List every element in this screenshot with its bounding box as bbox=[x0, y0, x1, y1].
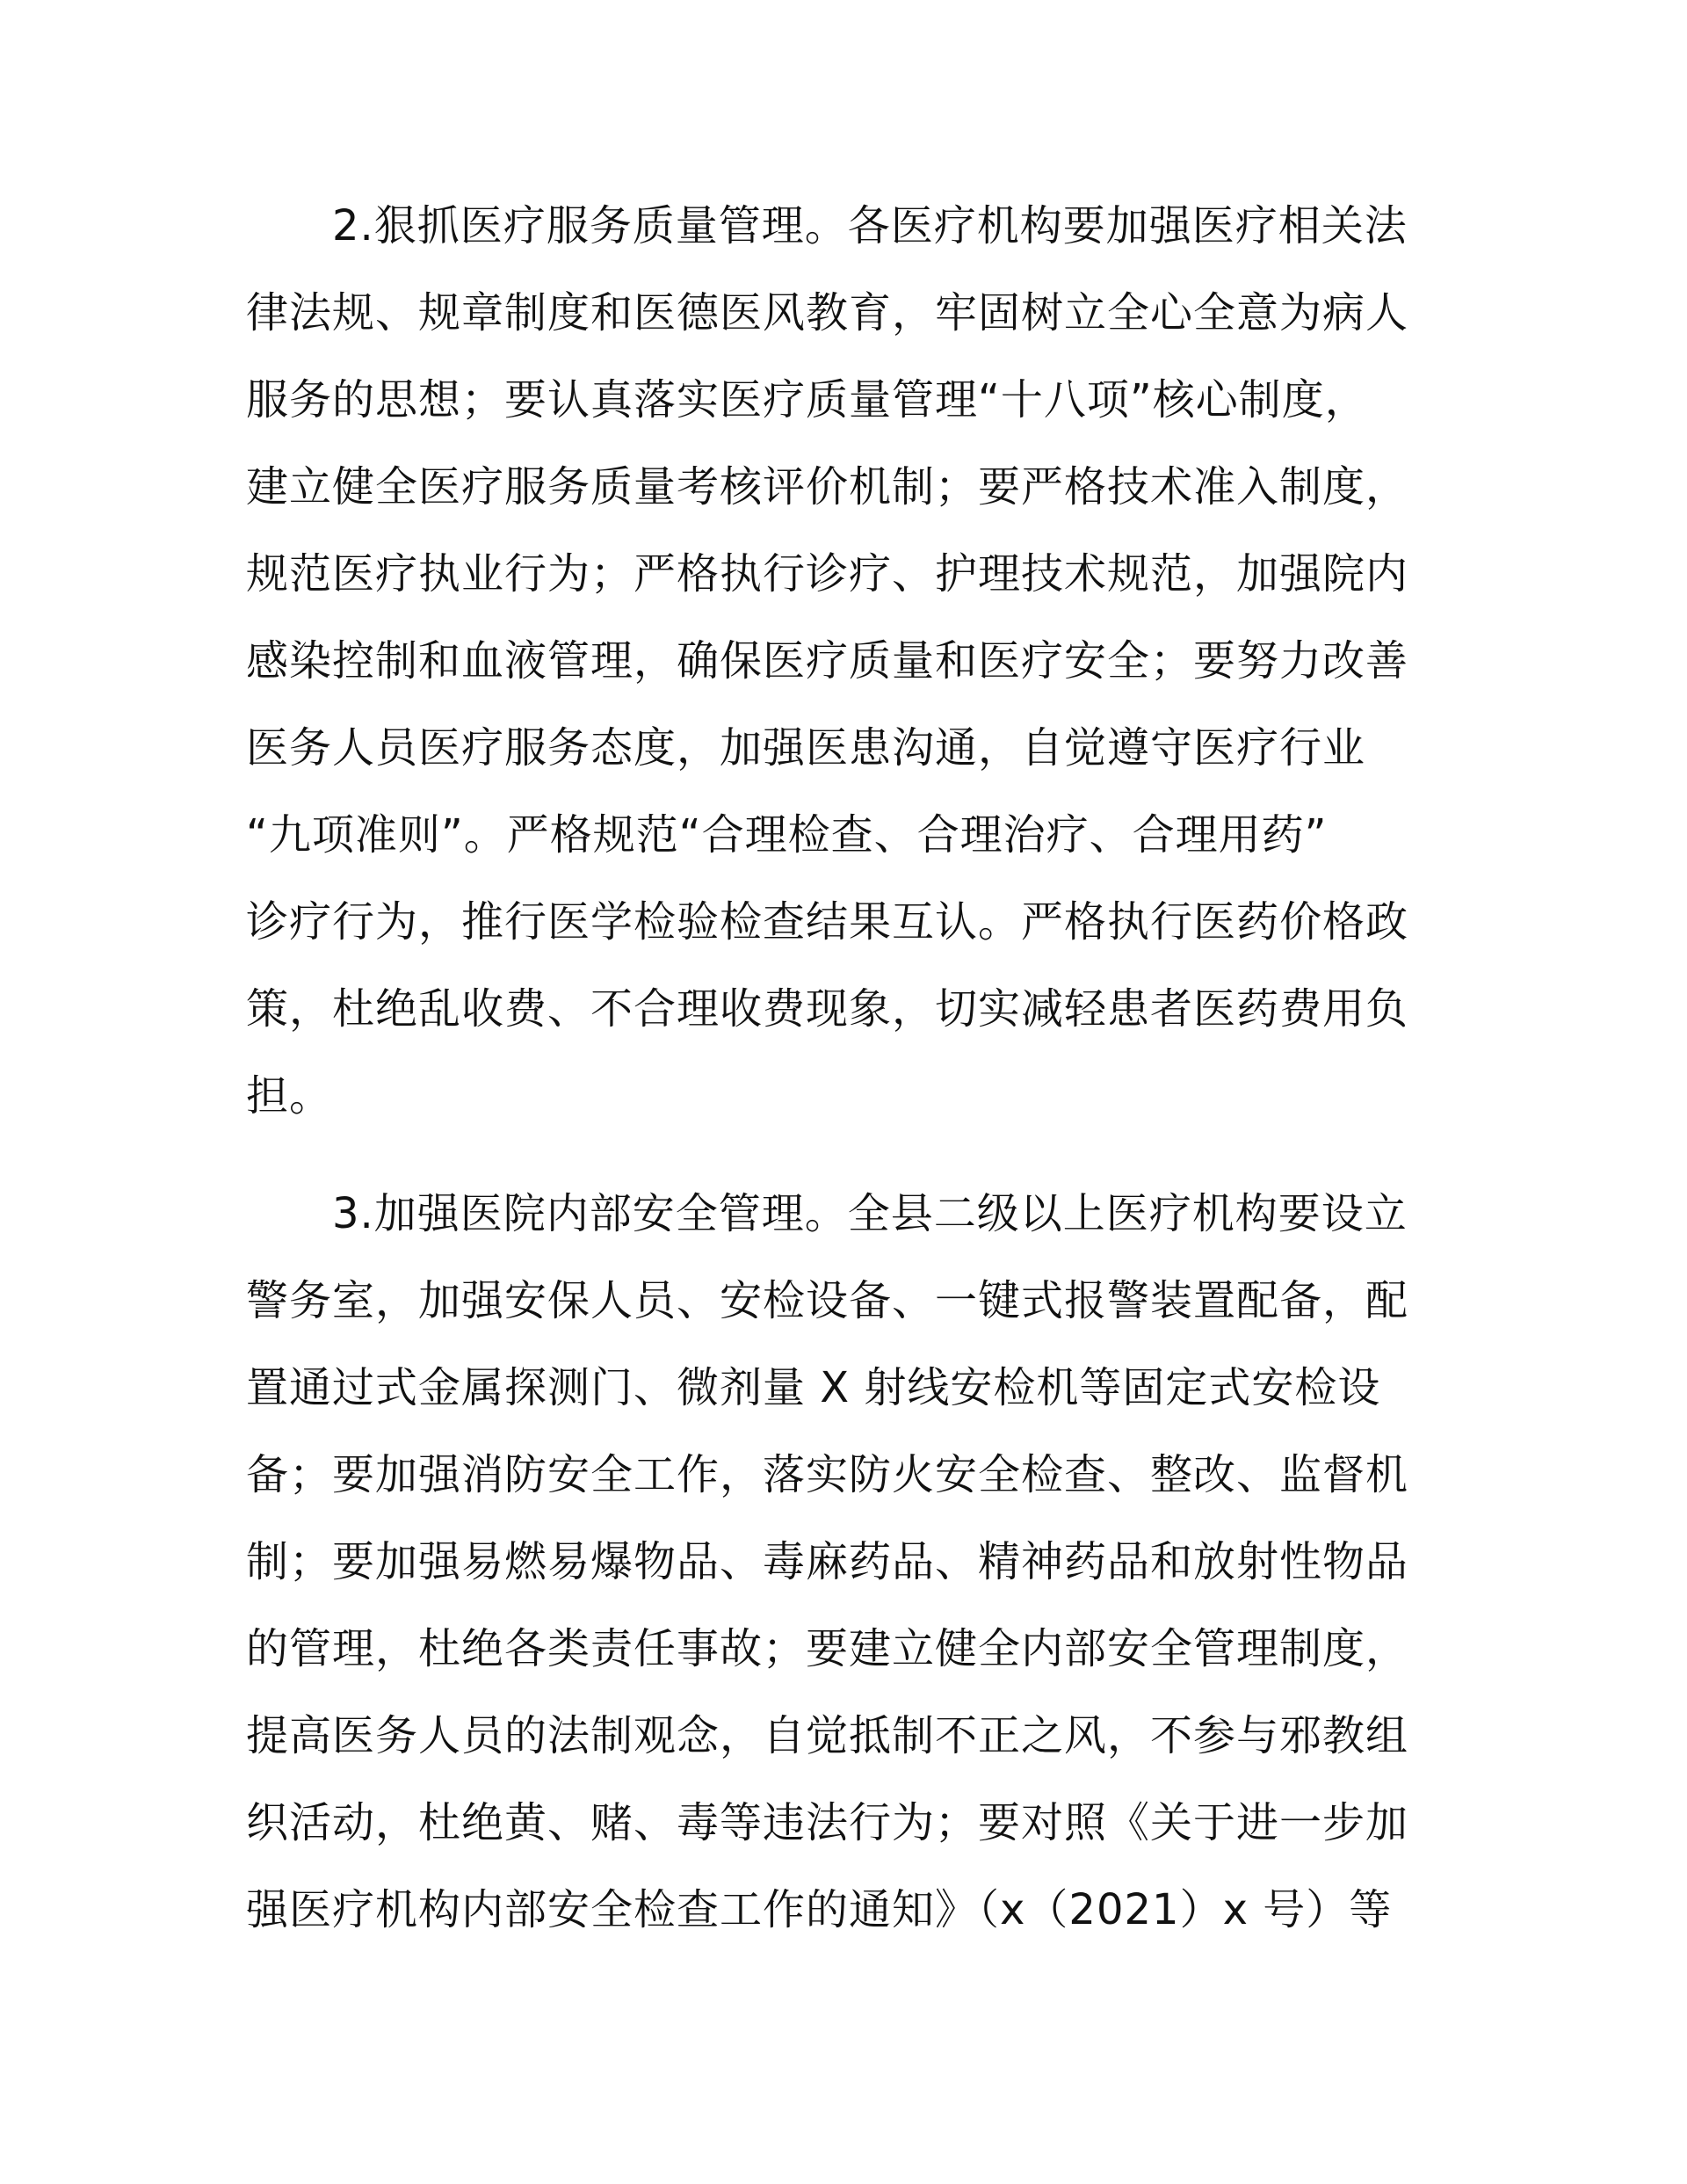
text-line: 感染控制和血液管理，确保医疗质量和医疗安全；要努力改善 bbox=[246, 636, 1409, 686]
text-line: 强医疗机构内部安全检查工作的通知》（x（2021）x 号）等 bbox=[246, 1885, 1393, 1934]
text-line: 担。 bbox=[246, 1071, 333, 1121]
text-line: 服务的思想；要认真落实医疗质量管理“十八项”核心制度， bbox=[246, 375, 1368, 424]
text-line: 警务室，加强安保人员、安检设备、一键式报警装置配备，配 bbox=[246, 1276, 1409, 1325]
text-line: 医务人员医疗服务态度，加强医患沟通，自觉遵守医疗行业 bbox=[246, 723, 1366, 773]
text-line: “九项准则”。严格规范“合理检查、合理治疗、合理用药” bbox=[246, 810, 1328, 860]
text-line: 3.加强医院内部安全管理。全县二级以上医疗机构要设立 bbox=[332, 1189, 1408, 1238]
text-line: 规范医疗执业行为；严格执行诊疗、护理技术规范，加强院内 bbox=[246, 549, 1409, 599]
text-line: 织活动，杜绝黄、赌、毒等违法行为；要对照《关于进一步加 bbox=[246, 1798, 1409, 1847]
text-line: 2.狠抓医疗服务质量管理。各医疗机构要加强医疗相关法 bbox=[332, 201, 1408, 250]
text-line: 律法规、规章制度和医德医风教育，牢固树立全心全意为病人 bbox=[246, 288, 1409, 337]
text-line: 备；要加强消防安全工作，落实防火安全检查、整改、监督机 bbox=[246, 1450, 1409, 1499]
text-line: 策，杜绝乱收费、不合理收费现象，切实减轻患者医药费用负 bbox=[246, 984, 1409, 1034]
text-line: 建立健全医疗服务质量考核评价机制；要严格技术准入制度， bbox=[246, 462, 1409, 512]
text-line: 提高医务人员的法制观念，自觉抵制不正之风，不参与邪教组 bbox=[246, 1711, 1409, 1760]
text-line: 制；要加强易燃易爆物品、毒麻药品、精神药品和放射性物品 bbox=[246, 1537, 1409, 1586]
text-line: 的管理，杜绝各类责任事故；要建立健全内部安全管理制度， bbox=[246, 1624, 1409, 1673]
text-line: 置通过式金属探测门、微剂量 X 射线安检机等固定式安检设 bbox=[246, 1363, 1381, 1412]
text-line: 诊疗行为，推行医学检验检查结果互认。严格执行医药价格政 bbox=[246, 897, 1409, 947]
